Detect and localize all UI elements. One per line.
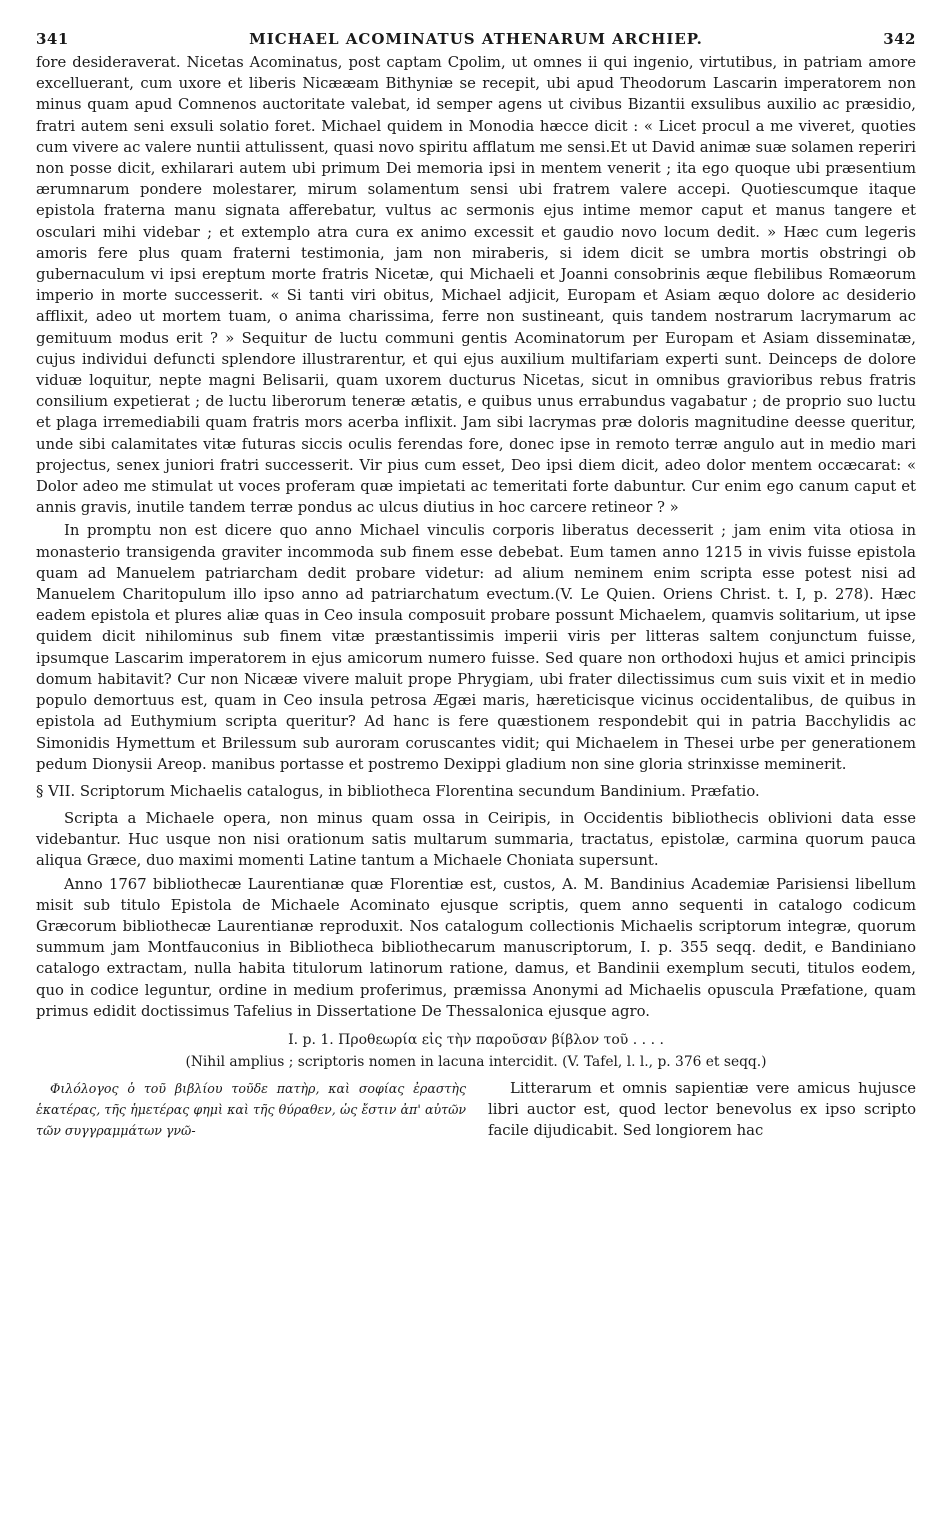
- paragraph-3: Scripta a Michaele opera, non minus quam ossa in Ceiripis, in Occidentis bibliothecis oblivioni data esse videbantur. Huc usque non nisi orationum satis multarum summaria, tractatus, epistolæ, carmina quorum pauca aliqua Græce, duo maximi momenti Latine tantum a Michaele Choniata supersunt.: [36, 809, 916, 870]
- section-heading: § VII. Scriptorum Michaelis catalogus, in bibliotheca Florentina secundum Bandinium. Præfatio.: [36, 782, 760, 800]
- running-header: [36, 30, 916, 48]
- greek-column: Φιλόλογος ὁ τοῦ βιβλίου τοῦδε πατὴρ, καὶ σοφίας ἐραστὴς ἑκατέρας, τῆς ἡμετέρας φημὶ καὶ τῆς θύραθεν, ὡς ἔστιν ἀπ' αὐτῶν τῶν συγγραμμάτων γνῶ-: [36, 1080, 466, 1138]
- page-body: [36, 52, 916, 1141]
- paragraph-4: Anno 1767 bibliothecæ Laurentianæ quæ Florentiæ est, custos, A. M. Bandinius Academiæ Parisiensi libellum misit sub titulo Epistola de Michaele Acominato ejusque scriptis, quem anno sequenti in catalogo codicum Græcorum bibliothecæ Laurentianæ reproduxit. Nos catalogum collectionis Michaelis scriptorum integræ, quorum summum jam Montfauconius in Bibliotheca bibliothecarum manuscriptorum, I. p. 355 seqq. dedit, e Bandiniano catalogo extractam, nulla habita titulorum latinorum ratione, damus, et Bandinii exemplum secuti, titulos eodem, quo in codice leguntur, ordine in medium proferimus, præmissa Anonymi ad Michaelis opuscula Præfatione, quam primus edidit doctissimus Tafelius in Dissertatione De Thessalonica ejusque agro.: [36, 875, 916, 1020]
- page-number-right: 342: [883, 30, 916, 48]
- entry-heading: I. p. 1. Προθεωρία εἰς τὴν παροῦσαν βίβλον τοῦ . . . .: [288, 1031, 664, 1048]
- book-page: [36, 30, 916, 1141]
- paragraph-1: fore desideraverat. Nicetas Acominatus, post captam Cpolim, ut omnes ii qui ingenio, virtutibus, in patriam amore excelluerant, cum uxore et liberis Nicææam Bithyniæ se recepit, ubi apud Theodorum Lascarin imperatorem non minus quam apud Comnenos auctoritate valebat, id semper agens ut civibus Bizantii exsulibus auxilio ac præsidio, fratri autem seni exsuli solatio foret. Michael quidem in Monodia hæcce dicit : « Licet procul a me viveret, quoties cum vivere ac valere nuntii attulissent, quasi novo spiritu afflatum me sensi.Et ut David animæ suæ solamen reperiri non posse dicit, exhilarari autem ubi primum Dei memoria ipsi in mentem venerit ; ita ego quoque ubi præsentium ærumnarum pondere molestarer, mirum solamentum sensi ubi fratrem valere accepi. Quotiescumque itaque epistola fraterna manu signata afferebatur, vultus ac sermonis ejus intime memor caput et manus tangere et osculari mihi videbar ; et extemplo atra cura ex animo excessit et gaudio novo locum dedit. » Hæc cum legeris amoris fere plus quam fraterni testimonia, jam non miraberis, si idem dicit se umbra mortis obstringi ob gubernaculum vi ipsi ereptum morte fratris Nicetæ, qui Michaeli et Joanni consobrinis æque flebilibus Romæorum imperio in morte successerit. « Si tanti viri obitus, Michael adjicit, Europam et Asiam æquo dolore ac desiderio afflixit, adeo ut mortem tuam, o anima charissima, ferre non sustineant, quis tandem nostrarum lacrymarum ac gemituum modus erit ? » Sequitur de luctu communi gentis Acominatorum per Europam et Asiam disseminatæ, cujus individui defuncti splendore illustrarentur, et qui ejus auxilium multifariam experti sunt. Deinceps de dolore viduæ loquitur, nepte magni Belisarii, quam uxorem ducturus Nicetas, sicut in omnibus gravioribus rebus fratris consilium expetierat ; de luctu liberorum teneræ ætatis, e quibus unus errabundus vagabatur ; de proprio suo luctu et plaga irremediabili quam fratris mors acerba inflixit. Jam sibi lacrymas præ doloris magnitudine deesse queritur, unde sibi calamitates vitæ futuras siccis oculis ferendas fore, donec ipse in remoto terræ angulo aut in medio mari projectus, senex juniori fratri successerit. Vir pius cum esset, Deo ipsi diem dicit, adeo dolor mentem occæcarat: « Dolor adeo me stimulat ut voces proferam quæ impietati ac temeritati forte dabuntur. Cur enim ego canum caput et annis gravis, inutile tandem terræ pondus ac ulcus diutius in hoc carcere retineor ? »: [36, 54, 916, 517]
- paragraph-2: In promptu non est dicere quo anno Michael vinculis corporis liberatus decesserit ; jam enim vita otiosa in monasterio transigenda graviter incommoda sub finem esse debebat. Eum tamen anno 1215 in vivis fuisse epistola quam ad Manuelem patriarcham dedit probare videtur: ad alium neminem enim scripta esse potest nisi ad Manuelem Charitopulum illo ipso anno ad patriarchatum evectum.(V. Le Quien. Oriens Christ. t. I, p. 278). Hæc eadem epistola et plures aliæ quas in Ceo insula composuit probare possunt Michaelem, quamvis solitarium, ut ipse quidem dicit nihilominus sub finem vitæ præstantissimis imperii viris per litteras saltem conjunctum fuisse, ipsumque Lascarim imperatorem in ejus amicorum numero fuisse. Sed quare non orthodoxi hujus et amici principis domum habitavit? Cur non Nicææ vivere maluit prope Phrygiam, ubi frater dilectissimus cum suis vixit et in medio populo demortuus est, quam in Ceo insula petrosa Ægæi maris, hæreticisque vicinus occidentalibus, de quibus in epistola ad Euthymium scripta queritur? Ad hanc is fere quæstionem respondebit qui in patria Bacchylidis ac Simonidis Hymettum et Brilessum sub auroram coruscantes vidit; qui Michaelem in Thesei urbe per generationem pedum Dionysii Areop. manibus portasse et postremo Dexippi gladium non sine gloria strinxisse meminerit.: [36, 522, 916, 773]
- latin-column: Litterarum et omnis sapientiæ vere amicus hujusce libri auctor est, quod lector benevolus ex ipso scripto facile dijudicabit. Sed longiorem hac: [488, 1079, 916, 1139]
- entry-note: (Nihil amplius ; scriptoris nomen in lacuna intercidit. (V. Tafel, l. l., p. 376 et seqq.): [185, 1053, 767, 1070]
- page-number-left: 341: [36, 30, 69, 48]
- parallel-columns: [36, 1078, 916, 1141]
- running-title: MICHAEL ACOMINATUS ATHENARUM ARCHIEP.: [249, 30, 703, 48]
